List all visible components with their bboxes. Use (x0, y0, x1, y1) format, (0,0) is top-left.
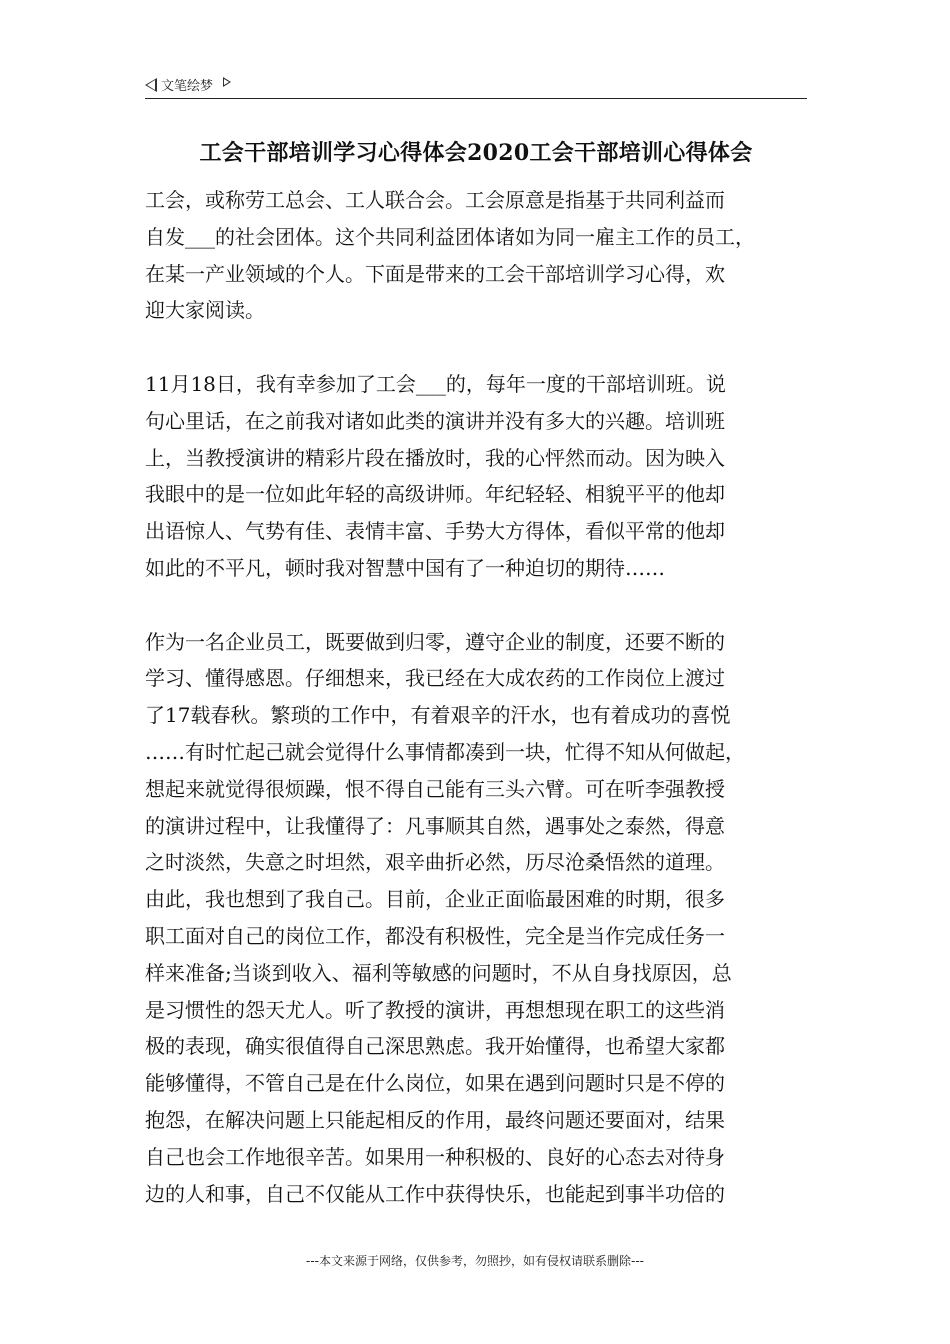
paragraph-line: 想起来就觉得很烦躁，恨不得自己能有三头六臂。可在听李强教授 (145, 776, 725, 801)
paragraph-line: 作为一名企业员工，既要做到归零，遵守企业的制度，还要不断的 (145, 629, 725, 654)
paragraph-line: 的演讲过程中，让我懂得了：凡事顺其自然，遇事处之泰然，得意 (145, 813, 725, 838)
paragraph-line: 由此，我也想到了我自己。目前，企业正面临最困难的时期，很多 (145, 887, 725, 912)
paragraph-line: 职工面对自己的岗位工作，都没有积极性，完全是当作完成任务一 (145, 923, 725, 948)
paragraph-line: 如此的不平凡，顿时我对智慧中国有了一种迫切的期待…… (145, 555, 665, 580)
paragraph-line: 迎大家阅读。 (145, 298, 265, 323)
brand (145, 75, 231, 94)
paragraph-line: 在某一产业领域的个人。下面是带来的工会干部培训学习心得，欢 (145, 261, 725, 286)
page-header (145, 72, 807, 99)
paragraph-line: 是习惯性的怨天尤人。听了教授的演讲，再想想现在职工的这些消 (145, 997, 725, 1022)
paragraph-reflection (145, 624, 805, 1213)
paragraph-line: 了17载春秋。繁琐的工作中，有着艰辛的汗水，也有着成功的喜悦 (145, 703, 731, 728)
footer-notice: ---本文来源于网络，仅供参考，勿照抄，如有侵权请联系删除--- (306, 1254, 644, 1268)
paragraph-intro (145, 182, 805, 329)
paragraph-line: 边的人和事，自己不仅能从工作中获得快乐，也能起到事半功倍的 (145, 1181, 725, 1206)
paragraph-line: 出语惊人、气势有佳、表情丰富、手势大方得体，看似平常的他却 (145, 519, 725, 544)
document-body (145, 182, 805, 1249)
paragraph-line: ……有时忙起己就会觉得什么事情都凑到一块，忙得不知从何做起， (145, 739, 745, 764)
paragraph-line: 11月18日，我有幸参加了工会___的，每年一度的干部培训班。说 (145, 371, 726, 396)
paragraph-line: 样来准备;当谈到收入、福利等敏感的问题时，不从自身找原因，总 (145, 960, 732, 985)
paragraph-line: 极的表现，确实很值得自己深思熟虑。我开始懂得，也希望大家都 (145, 1034, 725, 1059)
paragraph-line: 工会，或称劳工总会、工人联合会。工会原意是指基于共同利益而 (145, 188, 725, 212)
paragraph-line: 我眼中的是一位如此年轻的高级讲师。年纪轻轻、相貌平平的他却 (145, 482, 725, 507)
triangle-left-icon (145, 78, 157, 92)
paragraph-line: 句心里话，在之前我对诸如此类的演讲并没有多大的兴趣。培训班 (145, 408, 725, 433)
paragraph-line: 能够懂得，不管自己是在什么岗位，如果在遇到问题时只是不停的 (145, 1071, 725, 1096)
paragraph-training (145, 366, 805, 587)
paragraph-line: 自发___的社会团体。这个共同利益团体诸如为同一雇主工作的员工， (145, 224, 755, 249)
document-title: 工会干部培训学习心得体会2020工会干部培训心得体会 (199, 140, 753, 166)
triangle-right-icon (223, 77, 231, 87)
paragraph-line: 上，当教授演讲的精彩片段在播放时，我的心怦然而动。因为映入 (145, 445, 725, 470)
paragraph-line: 之时淡然，失意之时坦然，艰辛曲折必然，历尽沧桑悟然的道理。 (145, 850, 725, 875)
paragraph-line: 自己也会工作地很辛苦。如果用一种积极的、良好的心态去对待身 (145, 1144, 725, 1169)
brand-name: 文笔绘梦 (161, 79, 214, 94)
paragraph-line: 学习、懂得感恩。仔细想来，我已经在大成农药的工作岗位上渡过 (145, 666, 725, 691)
paragraph-line: 抱怨，在解决问题上只能起相反的作用，最终问题还要面对，结果 (145, 1107, 725, 1132)
